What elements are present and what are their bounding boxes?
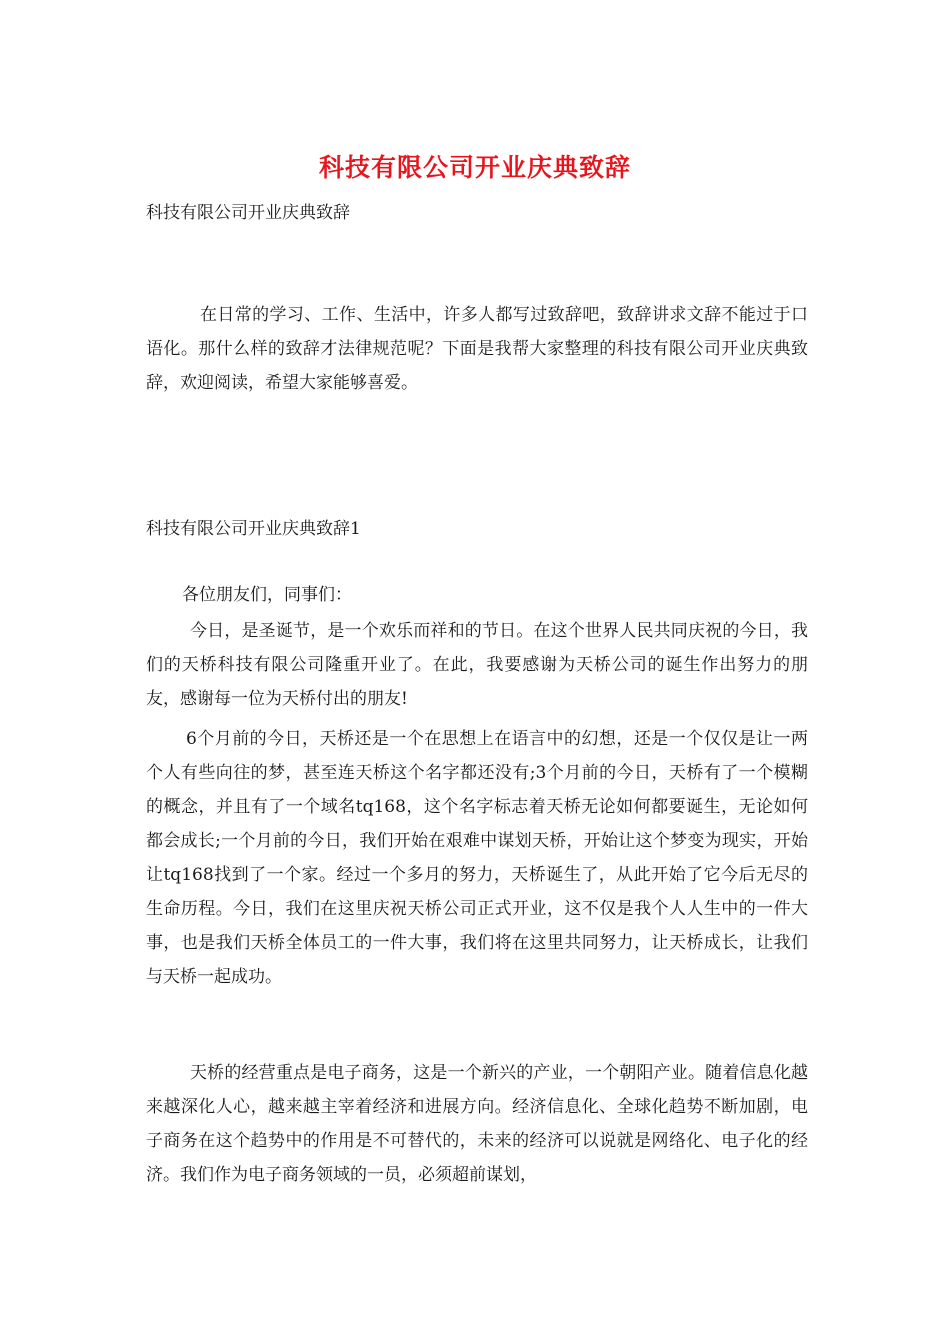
body-paragraph: 6个月前的今日，天桥还是一个在思想上在语言中的幻想，还是一个仅仅是让一两个人有些向往的梦，甚至连天桥这个名字都还没有;3个月前的今日，天桥有了一个模糊的概念，并且有了一个域名tq168，这个名字标志着天桥无论如何都要诞生，无论如何都会成长;一个月前的今日，我们开始在艰难中谋划天桥，开始让这个梦变为现实，开始让tq168找到了一个家。经过一个多月的努力，天桥诞生了，从此开始了它今后无尽的生命历程。今日，我们在这里庆祝天桥公司正式开业，这不仅是我个人人生中的一件大事，也是我们天桥全体员工的一件大事，我们将在这里共同努力，让天桥成长，让我们与天桥一起成功。: [146, 729, 808, 987]
section-heading: 科技有限公司开业庆典致辞1: [146, 519, 361, 539]
document-subtitle: 科技有限公司开业庆典致辞: [146, 203, 350, 223]
document-title: 科技有限公司开业庆典致辞: [318, 153, 631, 182]
intro-paragraph: 在日常的学习、工作、生活中，许多人都写过致辞吧，致辞讲求文辞不能过于口语化。那什么样的致辞才法律规范呢？下面是我帮大家整理的科技有限公司开业庆典致辞，欢迎阅读，希望大家能够喜爱。: [146, 305, 808, 393]
body-paragraph: 今日，是圣诞节，是一个欢乐而祥和的节日。在这个世界人民共同庆祝的今日，我们的天桥科技有限公司隆重开业了。在此，我要感谢为天桥公司的诞生作出努力的朋友，感谢每一位为天桥付出的朋友!: [146, 621, 808, 709]
body-paragraph: 天桥的经营重点是电子商务，这是一个新兴的产业，一个朝阳产业。随着信息化越来越深化人心，越来越主宰着经济和进展方向。经济信息化、全球化趋势不断加剧，电子商务在这个趋势中的作用是不可替代的，未来的经济可以说就是网络化、电子化的经济。我们作为电子商务领域的一员，必须超前谋划，: [146, 1063, 808, 1185]
greeting-line: 各位朋友们，同事们：: [182, 585, 352, 605]
